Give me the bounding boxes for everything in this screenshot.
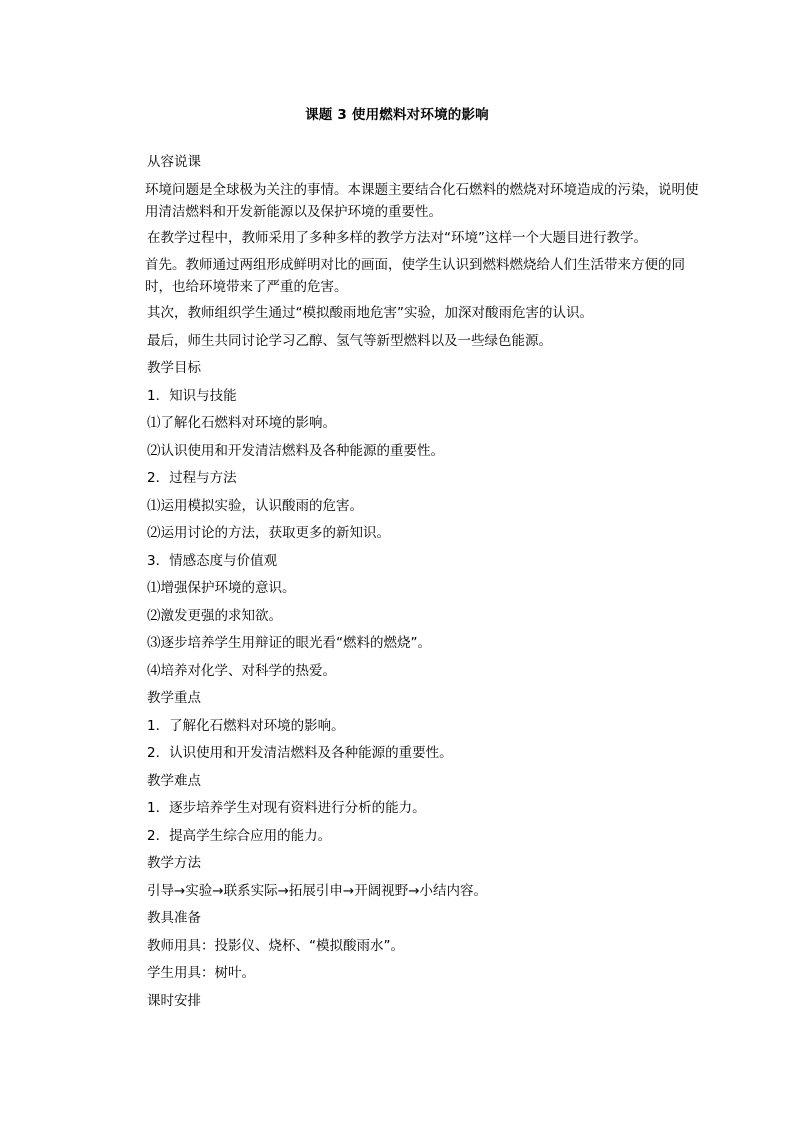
paragraph-15: ⑴增强保护环境的意识。 — [147, 580, 296, 596]
paragraph-25: 教学方法 — [147, 855, 201, 871]
paragraph-7: 教学目标 — [147, 360, 201, 376]
paragraph-6: 最后，师生共同讨论学习乙醇、氢气等新型燃料以及一些绿色能源。 — [147, 332, 552, 349]
paragraph-16: ⑵激发更强的求知欲。 — [147, 607, 282, 624]
paragraph-11: 2．过程与方法 — [147, 470, 237, 486]
paragraph-23: 1．逐步培养学生对现有资料进行分析的能力。 — [147, 800, 426, 816]
paragraph-21: 2．认识使用和开发清洁燃料及各种能源的重要性。 — [147, 745, 453, 761]
paragraph-19: 教学重点 — [147, 690, 201, 706]
paragraph-24: 2．提高学生综合应用的能力。 — [147, 827, 332, 844]
paragraph-18: ⑷培养对化学、对科学的热爱。 — [147, 662, 336, 679]
paragraph-30: 课时安排 — [147, 992, 201, 1009]
paragraph-5: 其次，教师组织学生通过“模拟酸雨地危害”实验，加深对酸雨危害的认识。 — [147, 305, 593, 321]
paragraph-2: 环境问题是全球极为关注的事情。本课题主要结合化石燃料的燃烧对环境造成的污染，说明使用清洁燃料和开发新能源以及保护环境的重要性。 — [145, 181, 699, 220]
paragraph-27: 教具准备 — [147, 910, 201, 926]
paragraph-10: ⑵认识使用和开发清洁燃料及各种能源的重要性。 — [147, 442, 444, 459]
paragraph-1: 从容说课 — [147, 154, 201, 170]
paragraph-17: ⑶逐步培养学生用辩证的眼光看“燃料的燃烧”。 — [147, 635, 431, 651]
paragraph-9: ⑴了解化石燃料对环境的影响。 — [147, 415, 336, 431]
paragraph-26: 引导→实验→联系实际→拓展引申→开阔视野→小结内容。 — [147, 882, 488, 899]
paragraph-22: 教学难点 — [147, 772, 201, 789]
document-body — [147, 153, 699, 1019]
paragraph-4: 首先。教师通过两组形成鲜明对比的画面，使学生认识到燃料燃烧给人们生活带来方便的同时，也给环境带来了严重的危害。 — [145, 257, 685, 295]
paragraph-29: 学生用具：树叶。 — [147, 965, 255, 981]
paragraph-3: 在教学过程中，教师采用了多种多样的教学方法对“环境”这样一个大题目进行教学。 — [147, 229, 647, 246]
paragraph-8: 1．知识与技能 — [147, 387, 237, 404]
paragraph-28: 教师用具：投影仪、烧杯、“模拟酸雨水”。 — [147, 937, 404, 954]
document-title: 课题 3 使用燃料对环境的影响 — [305, 107, 489, 123]
paragraph-14: 3．情感态度与价值观 — [147, 552, 278, 569]
paragraph-20: 1．了解化石燃料对环境的影响。 — [147, 717, 345, 734]
paragraph-13: ⑵运用讨论的方法，获取更多的新知识。 — [147, 525, 390, 541]
paragraph-12: ⑴运用模拟实验，认识酸雨的危害。 — [147, 497, 363, 514]
